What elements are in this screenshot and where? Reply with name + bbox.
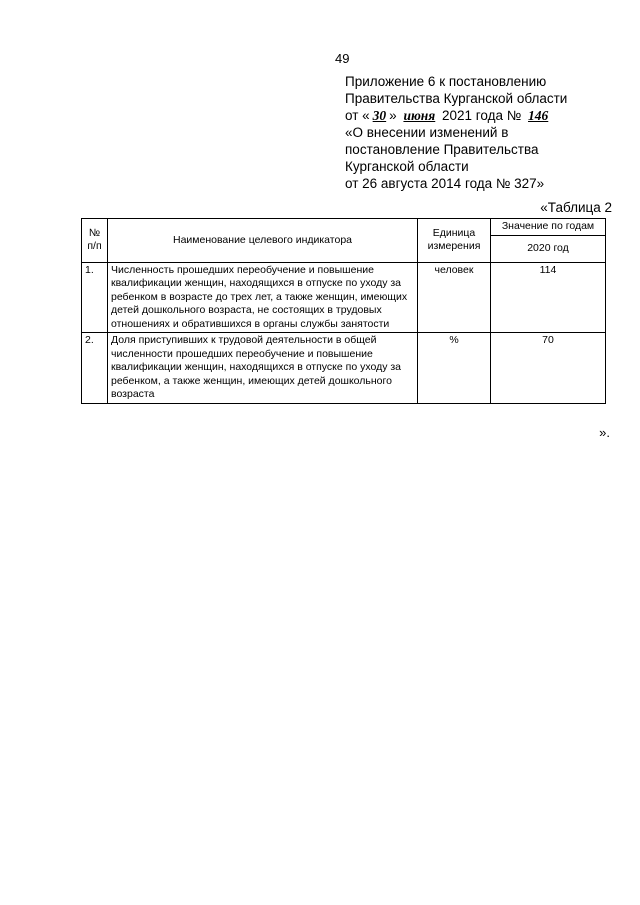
table-caption: «Таблица 2 — [540, 200, 612, 215]
closing-quote: ». — [599, 425, 610, 440]
row-name: Доля приступивших к трудовой деятельности в общей численности прошедших переобучение и повышение квалификации женщин, находящихся в отпуске по уходу за ребенком, а также женщин, имеющих детей дошкольного возраста — [108, 333, 418, 404]
appendix-header — [345, 73, 630, 192]
appendix-line-6: Курганской области — [345, 159, 469, 174]
header-unit: Единица измерения — [418, 219, 491, 263]
appendix-date-line — [345, 107, 630, 124]
row-unit: человек — [418, 262, 491, 333]
table-row — [82, 333, 606, 404]
date-month-handwritten: июня — [403, 108, 436, 123]
doc-number-handwritten: 146 — [528, 108, 549, 123]
appendix-line-5: постановление Правительства — [345, 142, 539, 157]
row-value: 70 — [491, 333, 606, 404]
header-year: 2020 год — [491, 235, 606, 262]
appendix-line-1: Приложение 6 к постановлению — [345, 74, 547, 89]
row-name: Численность прошедших переобучение и повышение квалификации женщин, находящихся в отпуске по уходу за ребенком в возрасте до трех лет, а также женщин, имеющих детей дошкольного возраста, не состоящих в трудовых отношениях и обратившихся в органы службы занятости — [108, 262, 418, 333]
header-num: № п/п — [82, 219, 108, 263]
row-num: 2. — [82, 333, 108, 404]
row-num: 1. — [82, 262, 108, 333]
header-values-group: Значение по годам — [491, 219, 606, 236]
page-number: 49 — [335, 51, 350, 66]
date-prefix: от « — [345, 108, 370, 123]
appendix-line-2: Правительства Курганской области — [345, 91, 568, 106]
table-row — [82, 262, 606, 333]
indicators-table — [81, 218, 606, 404]
row-unit: % — [418, 333, 491, 404]
appendix-line-7: от 26 августа 2014 года № 327» — [345, 176, 545, 191]
row-value: 114 — [491, 262, 606, 333]
date-mid: » — [389, 108, 397, 123]
header-name: Наименование целевого индикатора — [108, 219, 418, 263]
appendix-line-4: «О внесении изменений в — [345, 125, 509, 140]
date-year: 2021 года № — [442, 108, 522, 123]
date-day-handwritten: 30 — [372, 108, 387, 123]
